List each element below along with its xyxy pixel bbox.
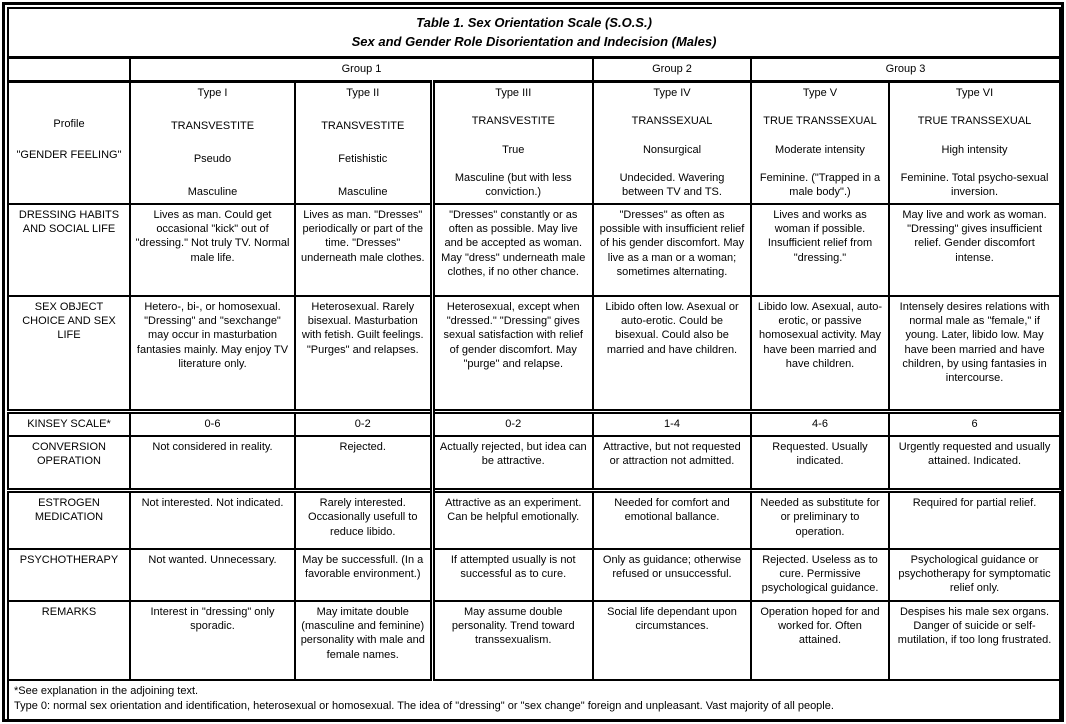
type-subtype: High intensity	[941, 143, 1008, 156]
table-cell: Only as guidance; otherwise refused or unsuccessful.	[593, 549, 751, 601]
type-category: TRUE TRANSSEXUAL	[763, 115, 877, 128]
type-label: Type VI	[955, 86, 994, 99]
table-cell: "Dresses" as often as possible with insufficient relief of his gender discomfort. May live as a man or a woman; sometimes alternating.	[593, 204, 751, 296]
type-label: Type IV	[653, 86, 691, 99]
profile-cell-type-1	[130, 81, 295, 204]
type-gender-feeling: Masculine	[187, 186, 238, 199]
row-label-profile	[8, 81, 130, 204]
title-row	[8, 8, 1060, 57]
type-subtype: Pseudo	[193, 153, 232, 166]
table-cell: Rejected. Useless as to cure. Permissive psychological guidance.	[751, 549, 889, 601]
type-subtype: Nonsurgical	[642, 143, 702, 156]
type-gender-feeling: Masculine	[337, 186, 388, 199]
type-label: Type I	[197, 86, 228, 99]
type-label: Type V	[802, 86, 838, 99]
row-sex-object-choice	[8, 296, 1060, 412]
table-cell: May be successfull. (In a favorable environment.)	[295, 549, 432, 601]
row-estrogen-medication	[8, 491, 1060, 549]
footnote-type-0: Type 0: normal sex orientation and identification, heterosexual or homosexual. The idea of "dressing" or "sex change" foreign and unpleasant. Vast majority of all people.	[14, 700, 834, 713]
title-cell	[8, 8, 1060, 57]
row-label: KINSEY SCALE*	[8, 412, 130, 436]
table-cell: Libido low. Asexual, auto-erotic, or passive homosexual activity. May have been married and have children.	[751, 296, 889, 412]
table-cell: If attempted usually is not successful as to cure.	[432, 549, 593, 601]
table-cell: Rarely interested. Occasionally usefull to reduce libido.	[295, 491, 432, 549]
profile-cell-type-4	[593, 81, 751, 204]
row-label: SEX OBJECT CHOICE AND SEX LIFE	[8, 296, 130, 412]
table-cell: Lives as man. Could get occasional "kick" out of "dressing." Not truly TV. Normal male life.	[130, 204, 295, 296]
table-subtitle: Sex and Gender Role Disorientation and Indecision (Males)	[351, 33, 717, 49]
table-cell: Lives as man. "Dresses" periodically or part of the time. "Dresses" underneath male clothes.	[295, 204, 432, 296]
profile-row	[8, 81, 1060, 204]
type-subtype: True	[502, 143, 525, 156]
table-cell: Despises his male sex organs. Danger of suicide or self-mutilation, if too long frustrated.	[889, 601, 1060, 680]
table-cell: Needed for comfort and emotional ballance.	[593, 491, 751, 549]
table-cell: Attractive, but not requested or attraction not admitted.	[593, 436, 751, 491]
table-cell: Required for partial relief.	[889, 491, 1060, 549]
table-cell: Hetero-, bi-, or homosexual. "Dressing" and "sexchange" may occur in masturbation fantasies mainly. May enjoy TV literature only.	[130, 296, 295, 412]
table-cell: 0-2	[432, 412, 593, 436]
group-header-spacer	[8, 57, 130, 81]
table-cell: 4-6	[751, 412, 889, 436]
table-cell: Psychological guidance or psychotherapy for symptomatic relief only.	[889, 549, 1060, 601]
table-cell: Heterosexual, except when "dressed." "Dressing" gives sexual satisfaction with relief of gender discomfort. May "purge" and relapse.	[432, 296, 593, 412]
profile-cell-type-6	[889, 81, 1060, 204]
type-gender-feeling: Masculine (but with less conviction.)	[454, 172, 572, 199]
footnote-asterisk: *See explanation in the adjoining text.	[14, 684, 199, 697]
table-cell: Not interested. Not indicated.	[130, 491, 295, 549]
type-subtype: Fetishistic	[338, 153, 388, 166]
table-cell: "Dresses" constantly or as often as possible. May live and be accepted as woman. May "dress" underneath male clothes, if no other chance.	[432, 204, 593, 296]
type-category: TRANSVESTITE	[471, 115, 555, 128]
group-3-header: Group 3	[751, 57, 1060, 81]
table-cell: Interest in "dressing" only sporadic.	[130, 601, 295, 680]
row-psychotherapy	[8, 549, 1060, 601]
group-2-header: Group 2	[593, 57, 751, 81]
table-cell: 0-6	[130, 412, 295, 436]
table-cell: 1-4	[593, 412, 751, 436]
table-cell: Intensely desires relations with normal male as "female," if young. Later, libido low. May have been married and have children, by using fantasies in intercourse.	[889, 296, 1060, 412]
type-category: TRANSSEXUAL	[631, 115, 713, 128]
footnotes-row	[8, 680, 1060, 720]
type-category: TRANSVESTITE	[170, 119, 255, 132]
table-cell: Urgently requested and usually attained. Indicated.	[889, 436, 1060, 491]
row-remarks	[8, 601, 1060, 680]
table-cell: Actually rejected, but idea can be attractive.	[432, 436, 593, 491]
profile-cell-type-5	[751, 81, 889, 204]
table-cell: May assume double personality. Trend toward transsexualism.	[432, 601, 593, 680]
table-cell: Requested. Usually indicated.	[751, 436, 889, 491]
table-cell: Not wanted. Unnecessary.	[130, 549, 295, 601]
table-cell: Libido often low. Asexual or auto-erotic. Could be bisexual. Could also be married and have children.	[593, 296, 751, 412]
group-header-row	[8, 57, 1060, 81]
table-cell: May live and work as woman. "Dressing" gives insufficient relief. Gender discomfort intense.	[889, 204, 1060, 296]
table-frame	[2, 2, 1064, 722]
type-category: TRANSVESTITE	[321, 119, 405, 132]
row-label: ESTROGEN MEDICATION	[8, 491, 130, 549]
footnotes-cell	[8, 680, 1060, 720]
row-label: REMARKS	[8, 601, 130, 680]
type-category: TRUE TRANSSEXUAL	[917, 115, 1032, 128]
table-cell: Heterosexual. Rarely bisexual. Masturbation with fetish. Guilt feelings. "Purges" and relapses.	[295, 296, 432, 412]
type-label: Type II	[346, 86, 380, 99]
table-cell: Not considered in reality.	[130, 436, 295, 491]
profile-cell-type-2	[295, 81, 432, 204]
table-cell: 0-2	[295, 412, 432, 436]
table-cell: Lives and works as woman if possible. Insufficient relief from "dressing."	[751, 204, 889, 296]
row-kinsey-scale	[8, 412, 1060, 436]
row-label: DRESSING HABITS AND SOCIAL LIFE	[8, 204, 130, 296]
gender-feeling-label: "GENDER FEELING"	[16, 149, 122, 162]
row-dressing-habits	[8, 204, 1060, 296]
table-cell: Social life dependant upon circumstances.	[593, 601, 751, 680]
table-cell: Rejected.	[295, 436, 432, 491]
sos-table	[7, 7, 1061, 721]
profile-label: Profile	[53, 117, 85, 130]
row-conversion-operation	[8, 436, 1060, 491]
table-cell: Operation hoped for and worked for. Often attained.	[751, 601, 889, 680]
profile-cell-type-3	[432, 81, 593, 204]
type-gender-feeling: Feminine. ("Trapped in a male body".)	[759, 172, 881, 199]
type-label: Type III	[495, 86, 532, 99]
type-subtype: Moderate intensity	[775, 143, 865, 156]
type-gender-feeling: Undecided. Wavering between TV and TS.	[619, 172, 725, 199]
table-title: Table 1. Sex Orientation Scale (S.O.S.)	[416, 15, 652, 30]
group-1-header: Group 1	[130, 57, 593, 81]
row-label: CONVERSION OPERATION	[8, 436, 130, 491]
table-cell: May imitate double (masculine and feminine) personality with male and female names.	[295, 601, 432, 680]
type-gender-feeling: Feminine. Total psycho-sexual inversion.	[900, 172, 1049, 199]
table-cell: 6	[889, 412, 1060, 436]
row-label: PSYCHOTHERAPY	[8, 549, 130, 601]
table-cell: Attractive as an experiment. Can be helpful emotionally.	[432, 491, 593, 549]
table-cell: Needed as substitute for or preliminary to operation.	[751, 491, 889, 549]
